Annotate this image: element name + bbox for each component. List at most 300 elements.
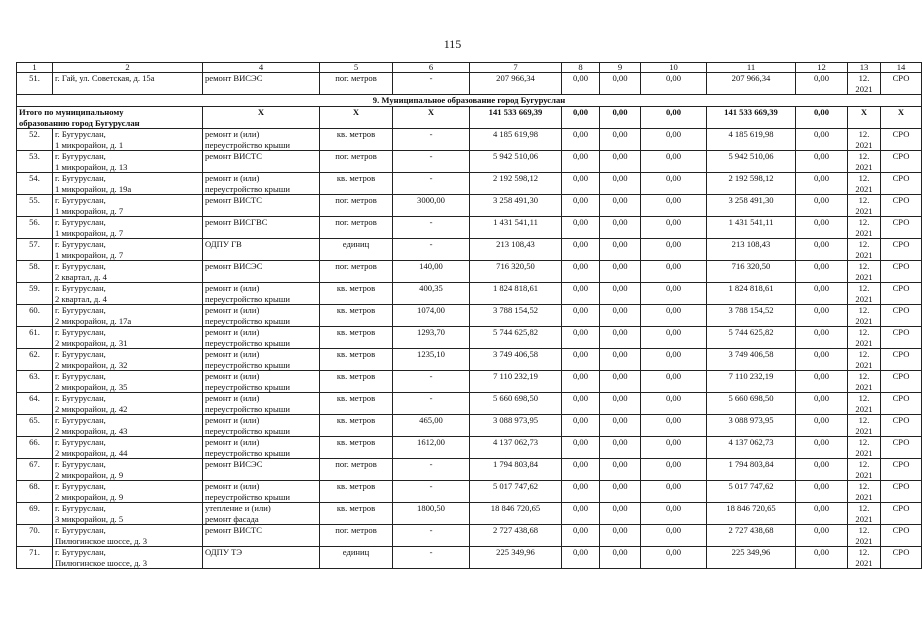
quantity-cell: - (393, 151, 470, 173)
unit-cell: пог. метров (320, 151, 393, 173)
quantity-cell: - (393, 393, 470, 415)
table-row (17, 239, 922, 261)
fund-cell: 0,00 (796, 305, 848, 327)
fund-cell: 0,00 (600, 415, 641, 437)
quantity-cell: 140,00 (393, 261, 470, 283)
address-line: 1 микрорайон, д. 13 (55, 161, 128, 172)
deadline-month: 12. (858, 415, 870, 425)
address-line: г. Бугуруслан, (55, 547, 106, 557)
work-type-cell (203, 73, 320, 95)
section-row (17, 95, 922, 107)
deadline-cell (848, 437, 881, 459)
fund-cell: 0,00 (796, 239, 848, 261)
method-cell: СРО (881, 151, 922, 173)
address-cell (53, 459, 203, 481)
owner-funds-cell: 213 108,43 (707, 239, 796, 261)
work-type-line: ремонт и (или) (205, 393, 260, 403)
row-number: 68. (17, 481, 53, 503)
address-cell (53, 349, 203, 371)
fund-cell: 0,00 (641, 327, 707, 349)
unit-cell: пог. метров (320, 525, 393, 547)
row-number: 52. (17, 129, 53, 151)
unit-cell: кв. метров (320, 503, 393, 525)
work-type-cell (203, 283, 320, 305)
fund-cell: 0,00 (796, 349, 848, 371)
address-line: 1 микрорайон, д. 19а (55, 183, 132, 194)
deadline-month: 12. (858, 73, 870, 83)
address-cell (53, 415, 203, 437)
fund-cell: 0,00 (600, 349, 641, 371)
address-line: г. Бугуруслан, (55, 371, 106, 381)
fund-cell: 0,00 (796, 371, 848, 393)
row-number: 63. (17, 371, 53, 393)
deadline-cell (848, 129, 881, 151)
fund-cell: 0,00 (600, 393, 641, 415)
work-type-line: ремонт и (или) (205, 481, 260, 491)
quantity-cell: - (393, 525, 470, 547)
owner-funds-cell: 4 185 619,98 (707, 129, 796, 151)
fund-cell: 0,00 (600, 547, 641, 569)
address-line: г. Бугуруслан, (55, 239, 106, 249)
section-title: 9. Муниципальное образование город Бугуруслан (17, 95, 922, 107)
fund-cell: 0,00 (562, 239, 600, 261)
page-number: 115 (443, 37, 462, 51)
total-cost-cell: 213 108,43 (470, 239, 562, 261)
fund-cell: 0,00 (600, 129, 641, 151)
table-row (17, 371, 922, 393)
row-number: 53. (17, 151, 53, 173)
fund-cell: 0,00 (600, 217, 641, 239)
address-line: г. Бугуруслан, (55, 305, 106, 315)
fund-cell: 0,00 (641, 73, 707, 95)
table-row (17, 459, 922, 481)
address-line: 2 микрорайон, д. 9 (55, 491, 124, 502)
fund-cell: 0,00 (641, 151, 707, 173)
fund-cell: 0,00 (562, 217, 600, 239)
address-cell (53, 437, 203, 459)
work-type-cell (203, 371, 320, 393)
method-cell: СРО (881, 217, 922, 239)
deadline-month: 12. (858, 525, 870, 535)
table-row (17, 305, 922, 327)
quantity-cell: - (393, 547, 470, 569)
fund-cell: 0,00 (600, 481, 641, 503)
work-type-line: переустройство крыши (205, 359, 290, 370)
owner-funds-cell: 4 137 062,73 (707, 437, 796, 459)
fund-cell: 0,00 (562, 283, 600, 305)
deadline-year: 2021 (855, 359, 873, 370)
total-cost-cell: 4 137 062,73 (470, 437, 562, 459)
fund-cell: 0,00 (600, 283, 641, 305)
address-line: Пилюгинское шоссе, д. 3 (55, 535, 148, 546)
work-type-cell (203, 547, 320, 569)
column-number: 7 (470, 63, 562, 73)
total-cost-cell: 7 110 232,19 (470, 371, 562, 393)
work-type-cell (203, 151, 320, 173)
fund-cell: 0,00 (600, 459, 641, 481)
fund-cell: 0,00 (796, 261, 848, 283)
fund-cell: 0,00 (562, 107, 600, 129)
deadline-cell (848, 261, 881, 283)
address-line: г. Бугуруслан, (55, 129, 106, 139)
fund-cell: 0,00 (641, 173, 707, 195)
unit-cell: кв. метров (320, 415, 393, 437)
fund-cell: 0,00 (600, 261, 641, 283)
table-row (17, 437, 922, 459)
address: г. Гай, ул. Советская, д. 15а (55, 73, 155, 83)
fund-cell: 0,00 (641, 459, 707, 481)
table-row (17, 349, 922, 371)
unit-cell: кв. метров (320, 327, 393, 349)
work-type-line: ремонт ВИСТС (205, 195, 263, 205)
deadline-cell (848, 73, 881, 95)
work-type-cell (203, 459, 320, 481)
fund-cell: 0,00 (641, 547, 707, 569)
deadline-month: 12. (858, 371, 870, 381)
total-cost-cell: 3 788 154,52 (470, 305, 562, 327)
work-type-line: переустройство крыши (205, 381, 290, 392)
capital-repair-table (16, 62, 922, 569)
column-number: 13 (848, 63, 881, 73)
work-type-line: ремонт ВИСТС (205, 525, 263, 535)
fund-cell: 0,00 (641, 503, 707, 525)
fund-cell: 0,00 (796, 481, 848, 503)
fund-cell: 0,00 (562, 371, 600, 393)
work-type-line: утепление и (или) (205, 503, 271, 513)
work-type-line: ремонт и (или) (205, 437, 260, 447)
work-type-line: ремонт и (или) (205, 327, 260, 337)
fund-cell: 0,00 (600, 195, 641, 217)
column-number: 4 (203, 63, 320, 73)
work-type-cell (203, 195, 320, 217)
method-cell: СРО (881, 327, 922, 349)
total-cost-cell: 18 846 720,65 (470, 503, 562, 525)
owner-funds-cell: 5 744 625,82 (707, 327, 796, 349)
deadline-month: 12. (858, 503, 870, 513)
column-number: 14 (881, 63, 922, 73)
row-number: 55. (17, 195, 53, 217)
table-row (17, 283, 922, 305)
address-line: 2 микрорайон, д. 43 (55, 425, 128, 436)
address-cell (53, 305, 203, 327)
quantity-cell: 400,35 (393, 283, 470, 305)
work-type-cell (203, 525, 320, 547)
work-type-cell (203, 393, 320, 415)
fund-cell: 0,00 (600, 73, 641, 95)
deadline-month: 12. (858, 393, 870, 403)
table-row (17, 217, 922, 239)
deadline-cell (848, 217, 881, 239)
quantity-cell: 1235,10 (393, 349, 470, 371)
total-cost-cell: 5 660 698,50 (470, 393, 562, 415)
total-cost-cell: 3 258 491,30 (470, 195, 562, 217)
owner-funds-cell: 716 320,50 (707, 261, 796, 283)
address-cell (53, 371, 203, 393)
fund-cell: 0,00 (796, 283, 848, 305)
total-x: Х (320, 107, 393, 129)
work-type-line: ремонт и (или) (205, 415, 260, 425)
row-number: 71. (17, 547, 53, 569)
fund-cell: 0,00 (641, 107, 707, 129)
deadline-cell (848, 481, 881, 503)
address-line: г. Бугуруслан, (55, 481, 106, 491)
address-line: г. Бугуруслан, (55, 459, 106, 469)
deadline-year: 2021 (855, 315, 873, 326)
address-line: 2 микрорайон, д. 42 (55, 403, 128, 414)
deadline-year: 2021 (855, 205, 873, 216)
work-type-cell (203, 481, 320, 503)
address-cell (53, 503, 203, 525)
fund-cell: 0,00 (796, 415, 848, 437)
address-cell (53, 547, 203, 569)
address-line: г. Бугуруслан, (55, 151, 106, 161)
fund-cell: 0,00 (562, 73, 600, 95)
owner-funds-cell: 3 749 406,58 (707, 349, 796, 371)
work-type-line: переустройство крыши (205, 183, 290, 194)
work-type-line: переустройство крыши (205, 425, 290, 436)
total-cost-cell: 5 017 747,62 (470, 481, 562, 503)
unit-cell: единиц (320, 547, 393, 569)
table-row (17, 73, 922, 95)
quantity-cell: 1293,70 (393, 327, 470, 349)
address-cell (53, 173, 203, 195)
work-type: ремонт ВИСЭС (205, 73, 263, 83)
work-type-cell (203, 437, 320, 459)
deadline-month: 12. (858, 217, 870, 227)
deadline-year: 2021 (855, 513, 873, 524)
quantity-cell: 1074,00 (393, 305, 470, 327)
total-cost-cell: 2 727 438,68 (470, 525, 562, 547)
work-type-line: ремонт и (или) (205, 173, 260, 183)
work-type-line: ремонт и (или) (205, 283, 260, 293)
work-type-cell (203, 129, 320, 151)
address-cell (53, 151, 203, 173)
unit-cell: кв. метров (320, 349, 393, 371)
table-row (17, 481, 922, 503)
work-type-line: ремонт и (или) (205, 305, 260, 315)
table-row (17, 415, 922, 437)
row-number: 58. (17, 261, 53, 283)
deadline-year: 2021 (855, 161, 873, 172)
address-line: 2 микрорайон, д. 31 (55, 337, 128, 348)
column-number: 6 (393, 63, 470, 73)
fund-cell: 0,00 (600, 305, 641, 327)
unit-cell: пог. метров (320, 217, 393, 239)
work-type-line: ремонт ВИСЭС (205, 459, 263, 469)
total-cost-cell: 3 749 406,58 (470, 349, 562, 371)
fund-cell: 0,00 (796, 73, 848, 95)
total-cost-cell: 225 349,96 (470, 547, 562, 569)
address-line: г. Бугуруслан, (55, 503, 106, 513)
fund-cell: 0,00 (641, 393, 707, 415)
fund-cell: 0,00 (641, 283, 707, 305)
owner-funds-cell: 1 431 541,11 (707, 217, 796, 239)
fund-cell: 0,00 (641, 195, 707, 217)
column-number: 10 (641, 63, 707, 73)
method-cell: СРО (881, 503, 922, 525)
work-type-line: ремонт ВИСГВС (205, 217, 268, 227)
deadline-year: 2021 (855, 403, 873, 414)
deadline-cell (848, 327, 881, 349)
column-number: 8 (562, 63, 600, 73)
work-type-cell (203, 217, 320, 239)
row-number: 66. (17, 437, 53, 459)
quantity-cell: 3000,00 (393, 195, 470, 217)
work-type-line: переустройство крыши (205, 337, 290, 348)
fund-cell: 0,00 (796, 107, 848, 129)
deadline-cell (848, 415, 881, 437)
unit-cell: кв. метров (320, 283, 393, 305)
total-cost-cell: 3 088 973,95 (470, 415, 562, 437)
address-line: г. Бугуруслан, (55, 525, 106, 535)
deadline-year: 2021 (855, 249, 873, 260)
quantity-cell: - (393, 481, 470, 503)
deadline-month: 12. (858, 327, 870, 337)
quantity-cell: - (393, 173, 470, 195)
deadline-year: 2021 (855, 337, 873, 348)
address-cell (53, 217, 203, 239)
fund-cell: 0,00 (641, 261, 707, 283)
address-cell (53, 283, 203, 305)
column-number: 9 (600, 63, 641, 73)
column-number: 11 (707, 63, 796, 73)
address-line: г. Бугуруслан, (55, 393, 106, 403)
column-number: 5 (320, 63, 393, 73)
quantity-cell: 1800,50 (393, 503, 470, 525)
deadline-month: 12. (858, 261, 870, 271)
address-line: 2 микрорайон, д. 17а (55, 315, 132, 326)
deadline-cell (848, 173, 881, 195)
method-cell: СРО (881, 73, 922, 95)
row-number: 61. (17, 327, 53, 349)
total-cost-cell: 4 185 619,98 (470, 129, 562, 151)
table-row (17, 547, 922, 569)
method-cell: СРО (881, 437, 922, 459)
total-cost-cell: 1 794 803,84 (470, 459, 562, 481)
row-number: 64. (17, 393, 53, 415)
column-number: 12 (796, 63, 848, 73)
work-type-line: ремонт и (или) (205, 129, 260, 139)
deadline-month: 12. (858, 437, 870, 447)
work-type-line: ремонт фасада (205, 513, 259, 524)
deadline-year: 2021 (855, 293, 873, 304)
deadline-cell (848, 349, 881, 371)
address-cell (53, 129, 203, 151)
fund-cell: 0,00 (600, 503, 641, 525)
row-number: 70. (17, 525, 53, 547)
owner-funds-cell: 141 533 669,39 (707, 107, 796, 129)
address-line: г. Бугуруслан, (55, 415, 106, 425)
column-number: 2 (53, 63, 203, 73)
method-cell: СРО (881, 481, 922, 503)
fund-cell: 0,00 (641, 437, 707, 459)
address-line: 2 квартал, д. 4 (55, 293, 107, 304)
deadline-year: 2021 (855, 83, 873, 94)
total-row (17, 107, 922, 129)
work-type-cell (203, 415, 320, 437)
address-line: г. Бугуруслан, (55, 173, 106, 183)
owner-funds-cell: 207 966,34 (707, 73, 796, 95)
column-number: 1 (17, 63, 53, 73)
address-line: г. Бугуруслан, (55, 349, 106, 359)
address-line: 1 микрорайон, д. 1 (55, 139, 124, 150)
method-cell: СРО (881, 459, 922, 481)
table-row (17, 503, 922, 525)
work-type-line: ремонт и (или) (205, 349, 260, 359)
address-line: г. Бугуруслан, (55, 217, 106, 227)
deadline-year: 2021 (855, 271, 873, 282)
deadline-month: 12. (858, 547, 870, 557)
unit-cell: кв. метров (320, 173, 393, 195)
work-type-line: переустройство крыши (205, 447, 290, 458)
fund-cell: 0,00 (796, 129, 848, 151)
deadline-month: 12. (858, 195, 870, 205)
deadline-month: 12. (858, 481, 870, 491)
unit-cell: кв. метров (320, 437, 393, 459)
method-cell: СРО (881, 349, 922, 371)
total-cost-cell: 1 431 541,11 (470, 217, 562, 239)
work-type-cell (203, 349, 320, 371)
method-cell: СРО (881, 371, 922, 393)
unit-cell: кв. метров (320, 305, 393, 327)
deadline-year: 2021 (855, 557, 873, 568)
address-line: г. Бугуруслан, (55, 283, 106, 293)
owner-funds-cell: 5 942 510,06 (707, 151, 796, 173)
work-type-line: ОДПУ ТЭ (205, 547, 243, 557)
owner-funds-cell: 18 846 720,65 (707, 503, 796, 525)
table-row (17, 173, 922, 195)
method-cell: СРО (881, 305, 922, 327)
deadline-year: 2021 (855, 535, 873, 546)
work-type-line: ремонт и (или) (205, 371, 260, 381)
deadline-year: 2021 (855, 227, 873, 238)
quantity-cell: - (393, 73, 470, 95)
owner-funds-cell: 225 349,96 (707, 547, 796, 569)
address-line: 2 микрорайон, д. 32 (55, 359, 128, 370)
fund-cell: 0,00 (600, 525, 641, 547)
fund-cell: 0,00 (562, 459, 600, 481)
method-cell: СРО (881, 547, 922, 569)
deadline-cell (848, 371, 881, 393)
deadline-year: 2021 (855, 139, 873, 150)
address-cell (53, 525, 203, 547)
total-label (17, 107, 203, 129)
fund-cell: 0,00 (600, 327, 641, 349)
deadline-cell (848, 459, 881, 481)
fund-cell: 0,00 (562, 129, 600, 151)
fund-cell: 0,00 (641, 349, 707, 371)
unit-cell: пог. метров (320, 195, 393, 217)
unit-cell: кв. метров (320, 393, 393, 415)
fund-cell: 0,00 (600, 151, 641, 173)
deadline-year: 2021 (855, 469, 873, 480)
fund-cell: 0,00 (562, 481, 600, 503)
owner-funds-cell: 5 017 747,62 (707, 481, 796, 503)
owner-funds-cell: 2 727 438,68 (707, 525, 796, 547)
deadline-month: 12. (858, 283, 870, 293)
method-cell: СРО (881, 261, 922, 283)
address-cell (53, 481, 203, 503)
quantity-cell: 465,00 (393, 415, 470, 437)
unit-cell: кв. метров (320, 371, 393, 393)
total-cost-cell: 5 744 625,82 (470, 327, 562, 349)
row-number: 60. (17, 305, 53, 327)
address-line: 2 квартал, д. 4 (55, 271, 107, 282)
fund-cell: 0,00 (796, 151, 848, 173)
work-type-line: переустройство крыши (205, 139, 290, 150)
fund-cell: 0,00 (562, 327, 600, 349)
fund-cell: 0,00 (641, 525, 707, 547)
